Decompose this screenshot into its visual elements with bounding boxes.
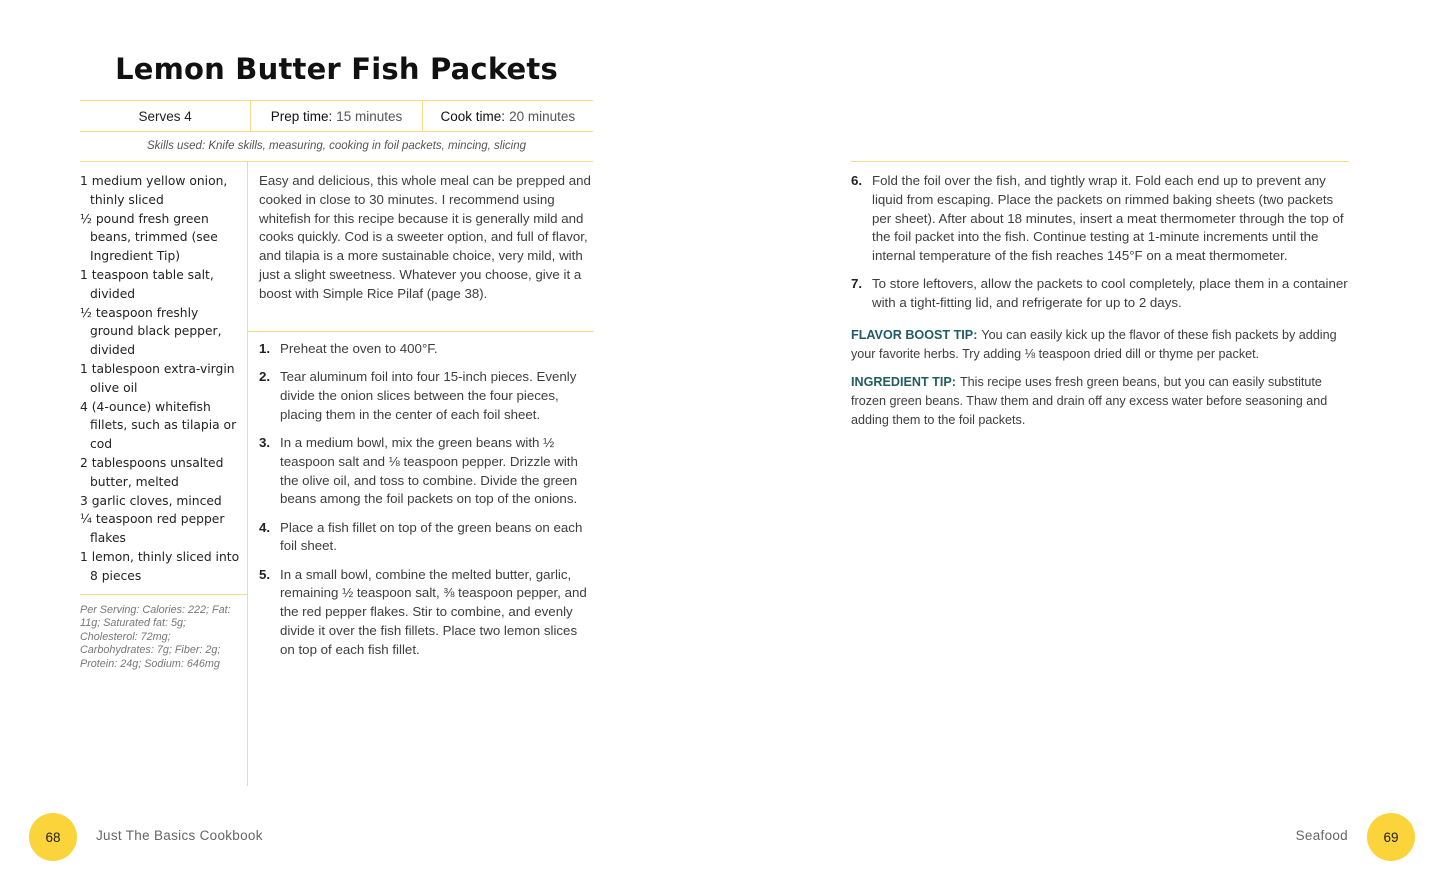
step-item xyxy=(851,275,1351,313)
step-item xyxy=(259,566,595,660)
tips-section xyxy=(851,326,1351,439)
intro-divider xyxy=(248,331,594,332)
steps-list-left xyxy=(259,340,595,669)
ingredient-item: ½ pound fresh green beans, trimmed (see Ingredient Tip) xyxy=(80,211,218,264)
running-title-left: Just The Basics Cookbook xyxy=(96,828,263,843)
nutrition-info: Per Serving: Calories: 222; Fat: 11g; Saturated fat: 5g; Cholesterol: 72mg; Carbohydrates: 7g; Fiber: 2g; Protein: 24g; Sodium: 646mg xyxy=(80,604,231,670)
prep-time-label: Prep time: xyxy=(270,108,333,124)
page-number-badge-left xyxy=(29,813,77,861)
page-number-right: 69 xyxy=(1383,829,1399,845)
ingredient-item: ½ teaspoon freshly ground black pepper, divided xyxy=(80,305,222,358)
recipe-intro: Easy and delicious, this whole meal can be prepped and cooked in close to 30 minutes. I recommend using whitefish for this recipe because it is generally mild and cooks quickly. Cod is a sweeter option, and full of flavor, and tilapia is a more sustainable choice, very mild, with just a slight sweetness. Whatever you choose, give it a boost with Simple Rice Pilaf (page 38). xyxy=(259,173,591,301)
steps-list-right xyxy=(851,172,1351,322)
step-number: 6. xyxy=(851,173,863,188)
ingredient-divider xyxy=(80,594,247,595)
page-number-left: 68 xyxy=(45,829,61,845)
step-number: 2. xyxy=(259,369,271,385)
ingredient-item: 1 lemon, thinly sliced into 8 pieces xyxy=(80,549,240,583)
step-item xyxy=(851,172,1351,266)
step-number: 4. xyxy=(259,519,271,535)
ingredient-tip xyxy=(851,373,1351,429)
step-number: 3. xyxy=(259,434,271,450)
ingredient-item: 1 medium yellow onion, thinly sliced xyxy=(80,174,228,207)
ingredient-item: 2 tablespoons unsalted butter, melted xyxy=(80,455,224,489)
cook-time-value: 20 minutes xyxy=(509,108,576,124)
step-text: To store leftovers, allow the packets to cool completely, place them in a container with a tight-fitting lid, and refrigerate for up to 2 days. xyxy=(872,276,1348,311)
prep-time-cell xyxy=(250,101,421,131)
tip-text: You can easily kick up the flavor of these fish packets by adding your favorite herbs. Try adding ⅛ teaspoon dried dill or thyme per packet. xyxy=(851,328,1337,361)
cook-time-label: Cook time: xyxy=(440,108,506,124)
page-number-badge-right xyxy=(1367,813,1415,861)
tip-text: This recipe uses fresh green beans, but you can easily substitute frozen green beans. Thaw them and drain off any excess water before seasoning and adding them to the foil packets. xyxy=(851,374,1328,427)
step-text: Place a fish fillet on top of the green beans on each foil sheet. xyxy=(280,519,583,554)
cook-time-cell xyxy=(422,101,593,131)
skills-used: Skills used: Knife skills, measuring, cooking in foil packets, mincing, slicing xyxy=(80,131,593,162)
right-top-divider xyxy=(851,161,1349,162)
step-text: In a medium bowl, mix the green beans with ½ teaspoon salt and ⅛ teaspoon pepper. Drizzle with the olive oil, and toss to combine. Divide the green beans among the foil packets on top of the onions. xyxy=(280,434,578,507)
step-text: Fold the foil over the fish, and tightly wrap it. Fold each end up to prevent any liquid from escaping. Place the packets on rimmed baking sheets (two packets per sheet). After about 18 minutes, insert a meat thermometer through the top of the foil packet into the fish. Continue testing at 1-minute increments until the internal temperature of the fish reaches 145°F on a meat thermometer. xyxy=(872,173,1344,264)
step-text: Preheat the oven to 400°F. xyxy=(280,341,438,356)
ingredient-item: ¼ teaspoon red pepper flakes xyxy=(80,512,225,546)
prep-time-value: 15 minutes xyxy=(336,108,403,124)
step-item xyxy=(259,434,595,509)
tip-label: INGREDIENT TIP: xyxy=(851,374,956,389)
step-text: Tear aluminum foil into four 15-inch pieces. Evenly divide the onion slices between the four pieces, placing them in the center of each foil sheet. xyxy=(280,369,577,422)
serves-cell xyxy=(80,101,250,131)
recipe-meta-row xyxy=(80,100,593,132)
ingredient-item: 1 tablespoon extra-virgin olive oil xyxy=(80,361,235,395)
running-title-right: Seafood xyxy=(1295,828,1348,843)
ingredient-item: 1 teaspoon table salt, divided xyxy=(80,267,214,301)
step-number: 7. xyxy=(851,276,863,292)
ingredient-item: 4 (4-ounce) whitefish fillets, such as tilapia or cod xyxy=(80,399,237,452)
step-number: 5. xyxy=(259,566,271,582)
ingredient-list xyxy=(80,172,240,586)
left-page xyxy=(0,0,722,891)
step-number: 1. xyxy=(259,341,271,356)
ingredient-item: 3 garlic cloves, minced xyxy=(80,493,222,508)
step-item xyxy=(259,340,595,359)
tip-label: FLAVOR BOOST TIP: xyxy=(851,328,978,342)
step-text: In a small bowl, combine the melted butter, garlic, remaining ½ teaspoon salt, ⅜ teaspoon pepper, and the red pepper flakes. Stir to combine, and evenly divide it over the fish fillets. Place two lemon slices on top of each fish fillet. xyxy=(280,566,587,657)
step-item xyxy=(259,519,595,557)
flavor-boost-tip xyxy=(851,326,1351,364)
step-item xyxy=(259,368,595,424)
recipe-title: Lemon Butter Fish Packets xyxy=(115,52,558,86)
serves-text: Serves 4 xyxy=(138,108,192,124)
right-page xyxy=(722,0,1445,891)
column-divider xyxy=(247,162,248,786)
